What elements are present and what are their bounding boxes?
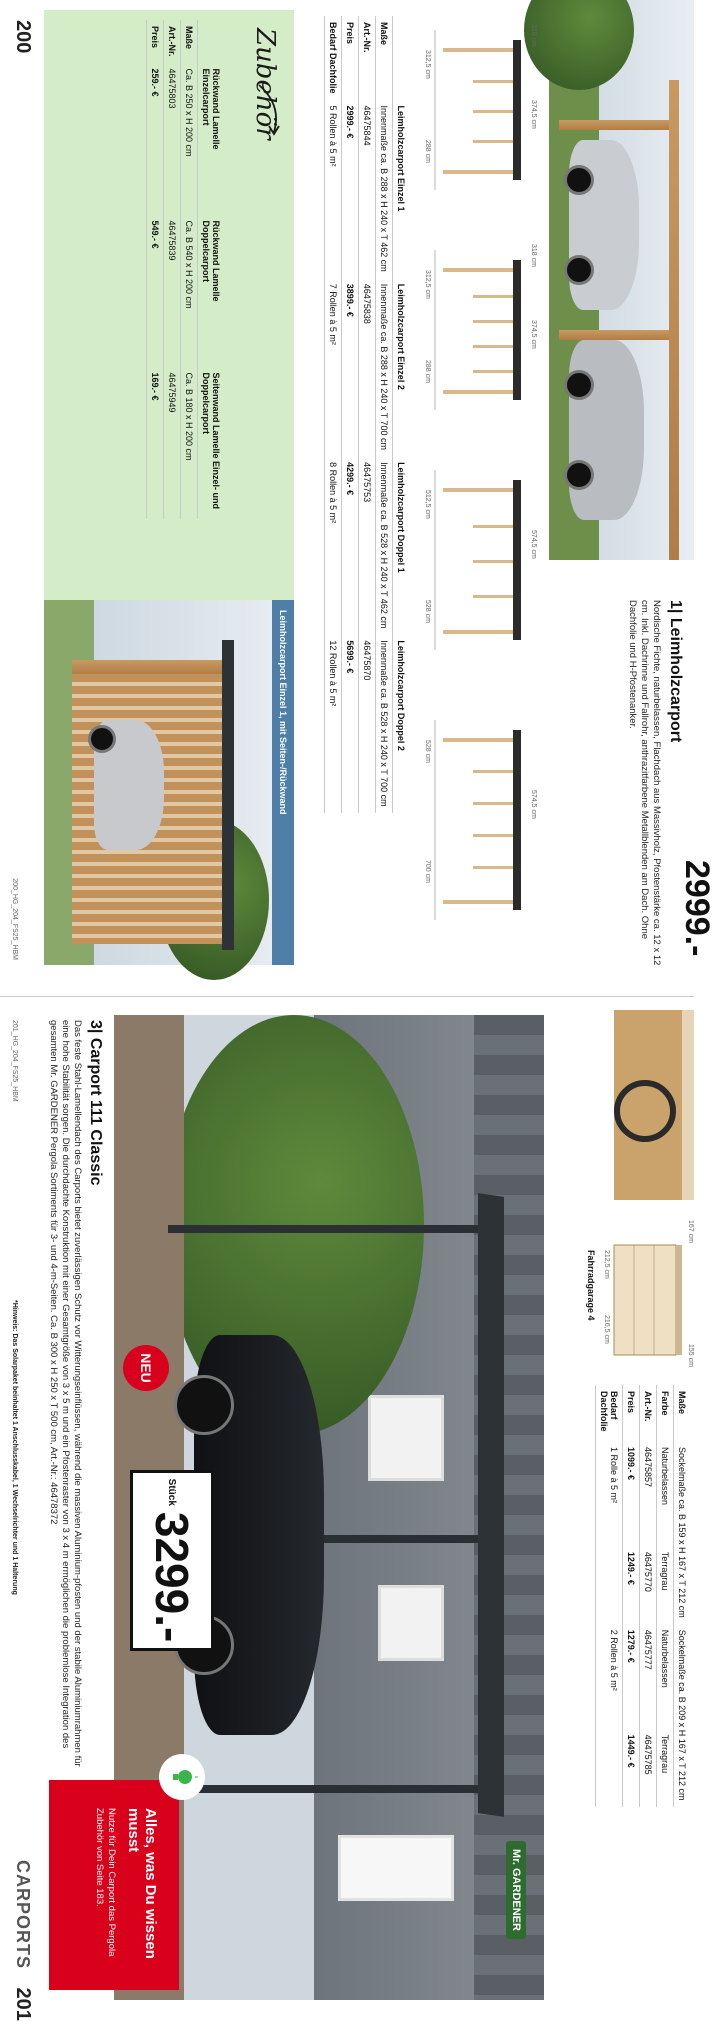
garage-spec-table [595,1385,690,1807]
table-cell: 46475857 [640,1441,657,1546]
table-cell: 46475770 [640,1546,657,1624]
neu-badge: NEU [123,1345,169,1391]
page-header-right [11,1860,34,2021]
table-row [596,1385,623,1807]
wheel [564,165,594,195]
wheel [564,370,594,400]
info-box [49,1780,179,1990]
car-silver [569,340,644,520]
table-row [342,16,359,813]
row-label: Maße [376,16,393,100]
row-label: Maße [674,1385,691,1441]
leimholz-heading: 1| Leimholzcarport [667,600,684,743]
table-cell: Ca. B 250 x H 200 cm [181,63,198,215]
leimholz-text-block [626,600,684,980]
row-label: Bedarf Dachfolie [596,1385,623,1441]
table-header: Leimholzcarport Einzel 1 [393,100,410,278]
price-cell: 259.- € [147,63,164,215]
brand-logo [498,1830,534,1950]
table-row [674,1385,691,1807]
table-header: Seitenwand Lamelle Einzel- und Doppelcarport [198,367,225,519]
row-label: Farbe [657,1385,674,1441]
table-cell: Innenmaße ca. B 528 x H 240 x T 462 cm [376,456,393,634]
table-cell: Terragrau [657,1729,674,1807]
table-cell: Ca. B 180 x H 200 cm [181,367,198,519]
table-cell: Sockelmaße ca. B 209 x H 167 x T 212 cm [674,1624,691,1807]
carport111-heading: 3| Carport 111 Classic [87,1020,104,1186]
table-cell: Innenmaße ca. B 288 x H 240 x T 462 cm [376,100,393,278]
photo-caption: Leimholzcarport Einzel 1, mit Seiten-/Rückwand [272,600,294,965]
table-cell: 46475753 [359,456,376,634]
table-row [640,1385,657,1807]
table-row [181,20,198,519]
price-cell: 1279.- € [623,1624,640,1729]
table-row [623,1385,640,1807]
zubehoer-table [146,20,224,519]
brand-logo-text: Mr. GARDENER [506,1841,526,1939]
dim-label: 528 cm [424,740,431,763]
table-header: Leimholzcarport Doppel 2 [393,634,410,812]
row-label: Art.-Nr. [640,1385,657,1441]
wheel [88,725,116,753]
table-row [393,16,410,813]
dim-label: 167 cm [687,1220,694,1243]
table-header: Leimholzcarport Doppel 1 [393,456,410,634]
carport-post [559,330,669,340]
zubehoer-box [44,10,294,600]
dim-label: 374,5 cm [530,320,537,349]
table-header: Rückwand Lamelle Doppelcarport [198,215,225,367]
dim-label: 574,5 cm [530,530,537,559]
table-row [198,20,225,519]
dim-label: 318 cm [530,24,537,47]
dim-label: 318 cm [530,244,537,267]
table-row [359,16,376,813]
carport-beam [669,80,679,560]
table-cell: 7 Rollen à 5 m² [325,278,342,456]
dim-label: 528 cm [424,600,431,623]
footer-code-right: 201_HG_204_FS25_HBM [11,1020,18,1102]
dim-label: 312,5 cm [424,50,431,79]
table-cell: 8 Rollen à 5 m² [325,456,342,634]
dim-label: 512,5 cm [424,490,431,519]
carport111-price: 3299.- [146,1511,198,1643]
drawing-doppel-1 [414,460,539,660]
row-label: Art.-Nr. [164,20,181,63]
price-cell: 1099.- € [623,1441,640,1546]
table-cell: Naturbelassen [657,1441,674,1546]
table-cell: 46475777 [640,1624,657,1729]
price-cell: 5699.- € [342,634,359,812]
row-label: Preis [623,1385,640,1441]
table-cell: 1 Rolle à 5 m² [596,1441,623,1624]
price-cell: 2999.- € [342,100,359,278]
carport-post [559,120,669,130]
tree [524,0,634,90]
table-cell: 46475803 [164,63,181,215]
leimholz-description: Nordische Fichte, naturbelassen, Flachdach aus Massivholz, Pfostenstärke ca. 12 x 12 cm. Inkl. Dachrinne und Fallrohr, anthrazitfarbene Metallblenden am Dach. Ohne Dachfolie und H-Pfostenanker. [627,600,662,966]
dim-label: 288 cm [424,140,431,163]
table-cell: 46475844 [359,100,376,278]
drawing-einzel-1 [414,20,539,200]
page-number-left: 200 [12,20,34,54]
garage-photo [614,1010,694,1200]
page-number-right: 201 [12,1987,34,2021]
zubehoer-script-label: Zubehör [250,28,280,140]
fahrradgarage-drawing [544,1220,694,1380]
wheel [564,460,594,490]
table-row [147,20,164,519]
footnote: *Hinweis: Das Solarpaket beinhaltet 1 Anschlusskabel, 1 Wechselrichter und 1 Halterung [11,1300,18,1595]
row-label: Art.-Nr. [359,16,376,100]
table-cell: 46475785 [640,1729,657,1807]
leimholz-spec-table [324,16,409,813]
carport111-description: Das feste Stahl-Lamellendach des Carports bietet zuverlässigen Schutz vor Witterungseinflüssen, während die massiven Aluminium-pfosten und der stabile Aluminiumrahmen für eine hohe Stabilität sorgen. Die durchdachte Konstruktion mit einer Gesamtgröße von 3 x 5 m und ein Pfostenraster von 3 x 4 m ermöglichen die problemlose Integration des gesamten Mr. GARDENER Pergola Sortiments für 3- und 4-m-Seiten. Ca. B 300 x H 250 x T 500 cm, Art.-Nr.: 46478372 [48,1020,83,1767]
table-cell: 46475838 [359,278,376,456]
carport-roof [478,1193,504,1817]
section-title: CARPORTS [13,1860,33,1970]
dim-label: 155 cm [687,1344,694,1367]
price-cell: 4299.- € [342,456,359,634]
carport-post [188,1785,478,1793]
table-cell: 5 Rollen à 5 m² [325,100,342,278]
table-row [376,16,393,813]
lightbulb-icon [159,1754,205,1800]
carport-post [72,660,222,674]
price-cell: 1449.- € [623,1729,640,1807]
table-cell: 2 Rollen à 5 m² [596,1624,623,1807]
carport-walls-photo [44,600,294,965]
carport111-price-box [130,1470,214,1651]
table-cell: Sockelmaße ca. B 159 x H 167 x T 212 cm [674,1441,691,1624]
price-cell: 549.- € [147,215,164,367]
dim-label: 374,5 cm [530,100,537,129]
table-cell: 46475870 [359,634,376,812]
drawing-einzel-2 [414,240,539,420]
table-row [325,16,342,813]
carport-post [168,1225,478,1233]
table-cell: 46475839 [164,215,181,367]
dim-label: 288 cm [424,360,431,383]
table-cell: Innenmaße ca. B 528 x H 240 x T 700 cm [376,634,393,812]
price-cell: 1249.- € [623,1546,640,1624]
window [368,1395,444,1481]
carport-roof [222,640,234,950]
table-cell: Ca. B 540 x H 200 cm [181,215,198,367]
table-header: Rückwand Lamelle Einzelcarport [198,63,225,215]
table-row [164,20,181,519]
footer-code-left: 200_HG_204_FS25_HBM [11,878,18,960]
info-text: Nutze für Dein Carport das Pergola Zubehör von Seite 183. [94,1808,117,1957]
carport-photo-top [549,0,694,560]
table-cell: 12 Rollen à 5 m² [325,634,342,812]
row-label: Bedarf Dachfolie [325,16,342,100]
curved-arrow-icon [254,80,284,140]
dim-label: 574,5 cm [530,790,537,819]
table-cell: Terragrau [657,1546,674,1624]
dim-label: 212,5 cm [603,1250,610,1279]
carport111-text-block [47,1020,104,1780]
price-cell: 169.- € [147,367,164,519]
house-door [338,1835,454,1901]
table-cell: Innenmaße ca. B 288 x H 240 x T 700 cm [376,278,393,456]
wheel [564,255,594,285]
dim-label: 216,5 cm [603,1315,610,1344]
page-gutter [0,996,694,997]
dim-label: 700 cm [424,860,431,883]
table-header: Leimholzcarport Einzel 2 [393,278,410,456]
bicycle-wheel [614,1080,676,1142]
window [378,1585,444,1661]
drawing-caption: Fahrradgarage 4 [586,1250,596,1321]
row-label: Preis [147,20,164,63]
leimholz-price-badge: 2999.- [678,860,716,957]
table-cell: 46475949 [164,367,181,519]
dim-label: 312,5 cm [424,270,431,299]
row-label: Preis [342,16,359,100]
table-row [657,1385,674,1807]
drawing-doppel-2 [414,710,539,930]
price-cell: 3899.- € [342,278,359,456]
table-cell: Naturbelassen [657,1624,674,1729]
info-title: Alles, was Du wissen musst [125,1808,159,1959]
row-label: Maße [181,20,198,63]
wheel [174,1375,234,1435]
price-prefix: Stück [166,1478,178,1506]
